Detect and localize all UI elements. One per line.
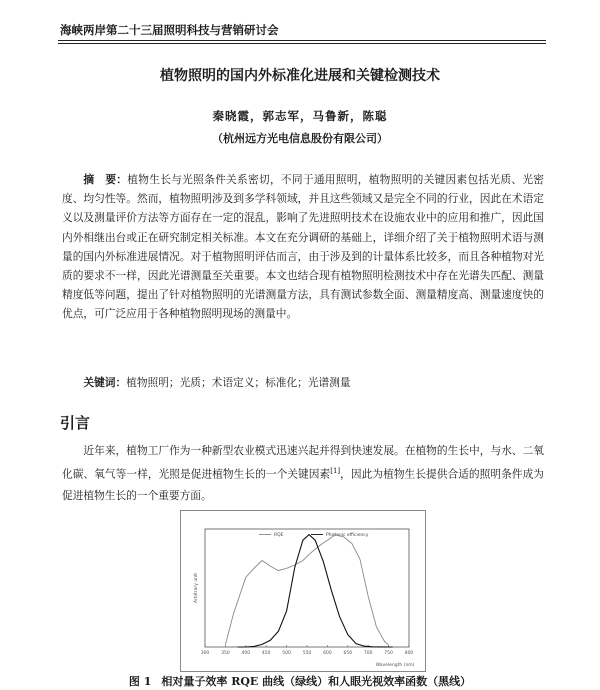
intro-text-2: ，因此为植物生长提供合适的照明条件成为促进植物生长的一个重要方面。 (62, 467, 544, 502)
x-tick-label-350: 350 (221, 651, 230, 656)
x-axis-label: Wavelength (nm) (375, 663, 415, 668)
figure-1 (180, 510, 426, 672)
paper-title: 植物照明的国内外标准化进展和关键检测技术 (160, 68, 440, 84)
y-axis-label: Arbitrary unit (194, 572, 199, 604)
intro-paragraph (62, 440, 544, 506)
legend (259, 532, 369, 538)
keywords (62, 375, 544, 390)
citation-ref[interactable]: [1] (330, 467, 341, 475)
conference-header: 海峡两岸第二十三届照明科技与营销研讨会 (60, 23, 279, 37)
x-tick-label-600: 600 (323, 651, 332, 656)
series-line-photopic-efficiency (238, 535, 393, 647)
x-tick-label-750: 750 (384, 651, 393, 656)
section-heading: 引言 (60, 414, 91, 432)
x-tick-label-700: 700 (363, 651, 373, 656)
header-rule-thin (58, 43, 546, 44)
keywords-text: 植物照明；光质；术语定义；标准化；光谱测量 (126, 376, 351, 389)
x-tick-label-800: 800 (404, 651, 414, 656)
rqe-chart (181, 511, 425, 671)
header-rule (58, 40, 546, 41)
x-tick-label-400: 400 (241, 651, 251, 656)
series-line-rqe (225, 535, 388, 645)
x-tick-label-500: 500 (282, 651, 291, 656)
x-tick-label-450: 450 (261, 651, 271, 656)
x-tick-label-650: 650 (343, 651, 353, 656)
abstract-label: 摘 要： (83, 173, 128, 186)
paper-authors: 秦晓霞，郭志军，马鲁新，陈聪 (212, 109, 388, 123)
x-tick-label-550: 550 (302, 651, 312, 656)
series-lines (225, 535, 392, 647)
abstract-text: 植物生长与光照条件关系密切，不同于通用照明，植物照明的关键因素包括光质、光密度、均匀性等。然而，植物照明涉及到多学科领域，并且这些领域又是完全不同的行业，因此在术语定义以及测量评价方法等方面存在一定的混乱，影响了先进照明技术在设施农业中的应用和推广，因此国内外相继出台或正在研究制定相关标准。本文在充分调研的基础上，详细介绍了关于植物照明术语与测量的国内外标准进展情况。对于植物照明评估而言，由于涉及到的计量体系比较多，而且各种植物对光质的要求不一样，因此光谱测量至关重要。本文也结合现有植物照明检测技术中存在光谱失匹配、测量精度低等问题，提出了针对植物照明的光谱测量方法，具有测试参数全面、测量精度高、测量速度快的优点，可广泛应用于各种植物照明现场的测量中。 (62, 173, 544, 321)
x-tick-label-300: 300 (200, 651, 210, 656)
legend-label-rqe: RQE (274, 533, 284, 538)
abstract (62, 170, 544, 324)
plot-frame (205, 529, 409, 647)
legend-label-photopic-efficiency: Photopic efficiency (326, 533, 369, 538)
intro-text-1: 近年来，植物工厂作为一种新型农业模式迅速兴起并得到快速发展。在植物的生长中，与水、二氧化碳、氧气等一样，光照是促进植物生长的一个关键因素 (62, 444, 544, 481)
paper-affiliation: （杭州远方光电信息股份有限公司） (212, 132, 388, 145)
figure-caption-text: 相对量子效率 RQE 曲线（绿线）和人眼光视效率函数（黑线） (161, 675, 472, 688)
figure-caption (0, 673, 600, 689)
figure-number: 图 1 (128, 675, 152, 688)
keywords-label: 关键词： (83, 376, 127, 389)
